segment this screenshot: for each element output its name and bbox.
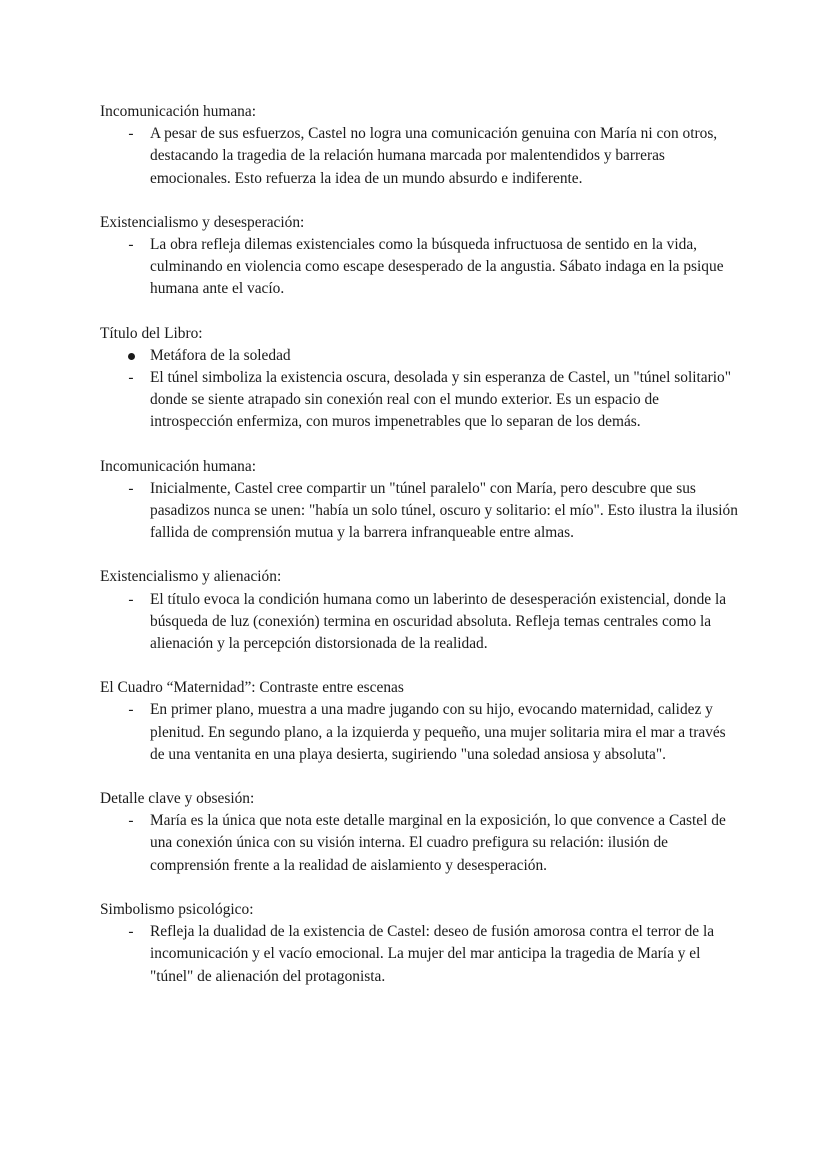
list-item — [128, 478, 740, 545]
list-item — [128, 367, 740, 434]
list-item — [150, 345, 740, 367]
list-item-text: El título evoca la condición humana como un laberinto de desesperación existencial, donde la búsqueda de luz (conexión) termina en oscuridad absoluta. Refleja temas centrales como la alienación y la percepción distorsionada de la realidad. — [150, 590, 727, 653]
section-heading: Incomunicación humana: — [100, 103, 256, 120]
section-heading: Existencialismo y alienación: — [100, 568, 282, 586]
section-heading: Incomunicación humana: — [100, 457, 256, 475]
list-item — [128, 234, 740, 301]
list-item-text: Inicialmente, Castel cree compartir un "túnel paralelo" con María, pero descubre que sus pasadizos nunca se unen: "había un solo túnel, oscuro y solitario: el mío". Esto ilustra la ilusión fallida de comprensión mutua y la barrera infranqueable entre almas. — [150, 479, 738, 542]
dash-marker: - — [128, 125, 134, 143]
bullet-list — [100, 589, 740, 656]
dash-marker: - — [128, 369, 134, 387]
section-heading: El Cuadro “Maternidad”: Contraste entre escenas — [100, 679, 404, 697]
list-item — [128, 810, 740, 877]
bullet-list — [100, 123, 740, 190]
section-heading: Detalle clave y obsesión: — [100, 790, 255, 808]
section — [100, 677, 740, 766]
list-item-text: El túnel simboliza la existencia oscura, desolada y sin esperanza de Castel, un "túnel solitario" donde se siente atrapado sin conexión real con el mundo exterior. Es un espacio de introspección enfermiza, con muros impenetrables que lo separan de los demás. — [150, 369, 731, 431]
list-item — [128, 921, 740, 988]
document-body — [100, 101, 740, 1010]
list-item — [128, 123, 740, 190]
section-heading: Título del Libro: — [100, 324, 203, 342]
section — [100, 566, 740, 655]
section-heading: Existencialismo y desesperación: — [100, 213, 305, 231]
list-item-text: En primer plano, muestra a una madre jugando con su hijo, evocando maternidad, calidez y plenitud. En segundo plano, a la izquierda y pequeño, una mujer solitaria mira el mar a través de una ventanita en una playa desierta, sugiriendo "una soledad ansiosa y absoluta". — [150, 701, 726, 763]
list-item — [128, 589, 740, 656]
bullet-list — [100, 921, 740, 988]
list-item-text: María es la única que nota este detalle marginal en la exposición, lo que convence a Castel de una conexión única con su visión interna. El cuadro prefigura su relación: ilusión de comprensión frente a la realidad de aislamiento y desesperación. — [150, 812, 726, 874]
section — [100, 456, 740, 545]
bullet-dot-icon — [124, 345, 138, 360]
list-item-text: Metáfora de la soledad — [150, 346, 291, 364]
section — [100, 323, 740, 434]
list-item-text: La obra refleja dilemas existenciales como la búsqueda infructuosa de sentido en la vida, culminando en violencia como escape desesperado de la angustia. Sábato indaga en la psique humana ante el vacío. — [150, 236, 724, 298]
bullet-list — [100, 478, 740, 545]
list-item — [128, 699, 740, 766]
section — [100, 101, 740, 190]
dash-marker: - — [128, 812, 134, 830]
section — [100, 899, 740, 988]
list-item-text: Refleja la dualidad de la existencia de Castel: deseo de fusión amorosa contra el terror de la incomunicación y el vacío emocional. La mujer del mar anticipa la tragedia de María y el "túnel" de alienación del protagonista. — [150, 923, 715, 985]
bullet-list — [100, 699, 740, 766]
dash-marker: - — [128, 236, 134, 254]
section — [100, 212, 740, 301]
bullet-list — [100, 234, 740, 301]
bullet-list — [100, 345, 740, 434]
section — [100, 788, 740, 877]
dash-marker: - — [128, 479, 134, 497]
list-item-text: A pesar de sus esfuerzos, Castel no logra una comunicación genuina con María ni con otros, destacando la tragedia de la relación humana marcada por malentendidos y barreras emocionales. Esto refuerza la idea de un mundo absurdo e indiferente. — [150, 125, 718, 187]
section-heading: Simbolismo psicológico: — [100, 900, 254, 918]
bullet-list — [100, 810, 740, 877]
dash-marker: - — [128, 923, 134, 941]
dash-marker: - — [128, 701, 134, 719]
dash-marker: - — [128, 590, 134, 608]
